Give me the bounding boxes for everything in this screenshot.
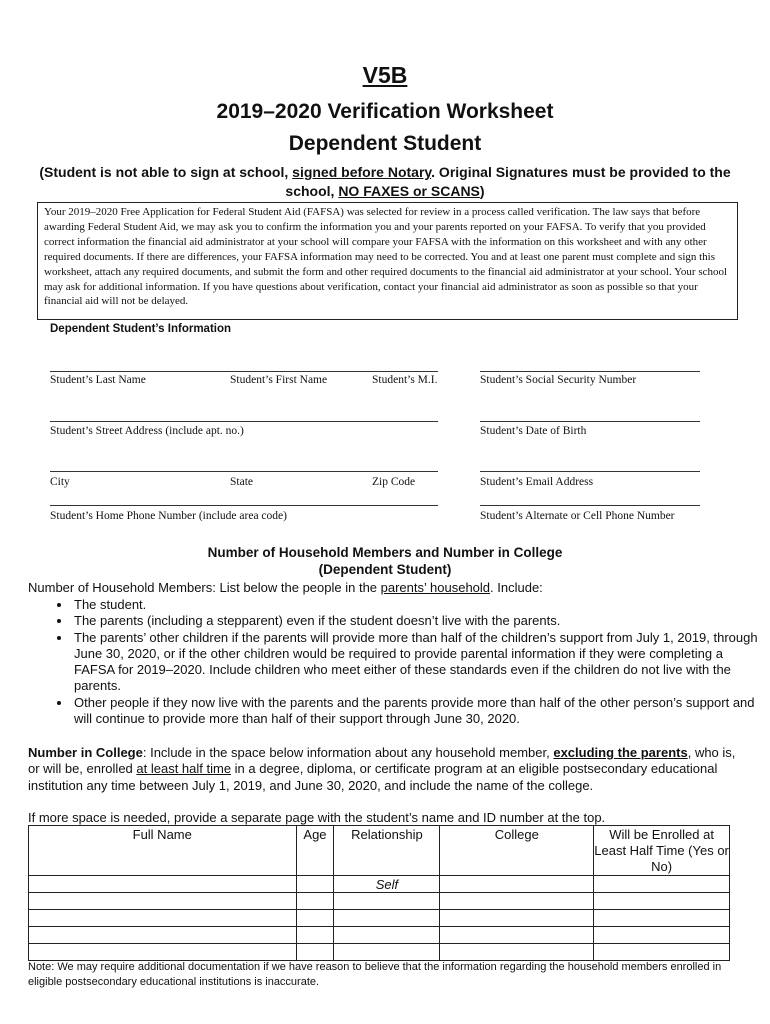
table-row bbox=[29, 893, 730, 910]
home-phone-label: Student’s Home Phone Number (include area code) bbox=[50, 510, 287, 522]
city-line[interactable] bbox=[50, 471, 438, 472]
street-line[interactable] bbox=[50, 421, 438, 422]
last-name-label: Student’s Last Name bbox=[50, 374, 146, 386]
number-in-college-text: Number in College: Include in the space below information about any household member, excluding the parents, who is, or will be, enrolled at least half time in a degree, diploma, or certificate program at an eligible postsecondary educational institution any time between July 1, 2019, and June 30, 2020, and include the name of the college. bbox=[28, 745, 736, 793]
home-phone-line[interactable] bbox=[50, 505, 438, 506]
intro-box: Your 2019–2020 Free Application for Federal Student Aid (FAFSA) was selected for review in a process called verification. The law says that before awarding Federal Student Aid, we may ask you to confirm the information you and your parents reported on your FAFSA. To verify that you provided correct information the financial aid administrator at your school will compare your FAFSA with the information on this worksheet and with any other required documents. If there are differences, your FAFSA information may need to be corrected. You and at least one parent must complete and sign this worksheet, attach any required documents, and submit the form and other required documents to the financial aid administrator at your school. Your school may ask for additional information. If you have questions about verification, contact your financial aid administrator as soon as possible so that your financial aid will not be delayed. bbox=[37, 202, 738, 320]
name-line[interactable] bbox=[50, 371, 438, 372]
footer-note: Note: We may require additional documentation if we have reason to believe that the information regarding the household members enrolled in eligible postsecondary educational institutions is inaccurate. bbox=[28, 961, 722, 988]
table-row bbox=[29, 927, 730, 944]
list-item: • The student. bbox=[72, 597, 762, 613]
student-info-heading: Dependent Student’s Information bbox=[50, 323, 232, 335]
col-relationship: Relationship bbox=[334, 826, 440, 876]
household-intro: Number of Household Members: List below the people in the parents’ household. Include: bbox=[28, 580, 543, 595]
col-full-name: Full Name bbox=[29, 826, 297, 876]
city-label: City bbox=[50, 476, 70, 488]
signature-notice: (Student is not able to sign at school, signed before Notary. Original Signatures must be provided to the school, NO FAXES or SCANS) bbox=[39, 164, 731, 199]
household-table bbox=[28, 825, 730, 961]
list-item: • Other people if they now live with the parents and the parents provide more than half of the other person’s support and will continue to provide more than half of their support through June 30, 2020. bbox=[72, 695, 762, 728]
cell-phone-label: Student’s Alternate or Cell Phone Number bbox=[480, 510, 675, 522]
form-code: V5B bbox=[362, 62, 408, 88]
table-row bbox=[29, 876, 730, 893]
state-label: State bbox=[230, 476, 253, 488]
ssn-line[interactable] bbox=[480, 371, 700, 372]
email-label: Student’s Email Address bbox=[480, 476, 594, 488]
household-heading: Number of Household Members and Number in College (Dependent Student) bbox=[207, 545, 563, 577]
household-bullets bbox=[30, 597, 762, 727]
dob-line[interactable] bbox=[480, 421, 700, 422]
table-row bbox=[29, 944, 730, 961]
email-line[interactable] bbox=[480, 471, 700, 472]
ssn-label: Student’s Social Security Number bbox=[480, 374, 637, 386]
street-label: Student’s Street Address (include apt. no.) bbox=[50, 425, 244, 437]
first-name-label: Student’s First Name bbox=[230, 374, 328, 386]
col-age: Age bbox=[296, 826, 334, 876]
cell-phone-line[interactable] bbox=[480, 505, 700, 506]
table-row bbox=[29, 910, 730, 927]
col-college: College bbox=[440, 826, 594, 876]
dob-label: Student’s Date of Birth bbox=[480, 425, 587, 437]
page-title: 2019–2020 Verification Worksheet bbox=[216, 100, 554, 123]
mi-label: Student’s M.I. bbox=[372, 374, 438, 386]
list-item: • The parents’ other children if the parents will provide more than half of the children’s support from July 1, 2019, through June 30, 2020, or if the other children would be required to provide parental information if they were completing a FAFSA for 2019–2020. Include children who meet either of these standards even if the children do not live with the parents. bbox=[72, 630, 762, 695]
space-note: If more space is needed, provide a separate page with the student’s name and ID number at the top. bbox=[28, 810, 606, 825]
self-label: Self bbox=[334, 876, 440, 893]
page-subtitle: Dependent Student bbox=[288, 132, 482, 155]
list-item: • The parents (including a stepparent) even if the student doesn’t live with the parents. bbox=[72, 613, 762, 629]
zip-label: Zip Code bbox=[372, 476, 416, 488]
col-half-time: Will be Enrolled at Least Half Time (Yes or No) bbox=[594, 827, 729, 874]
